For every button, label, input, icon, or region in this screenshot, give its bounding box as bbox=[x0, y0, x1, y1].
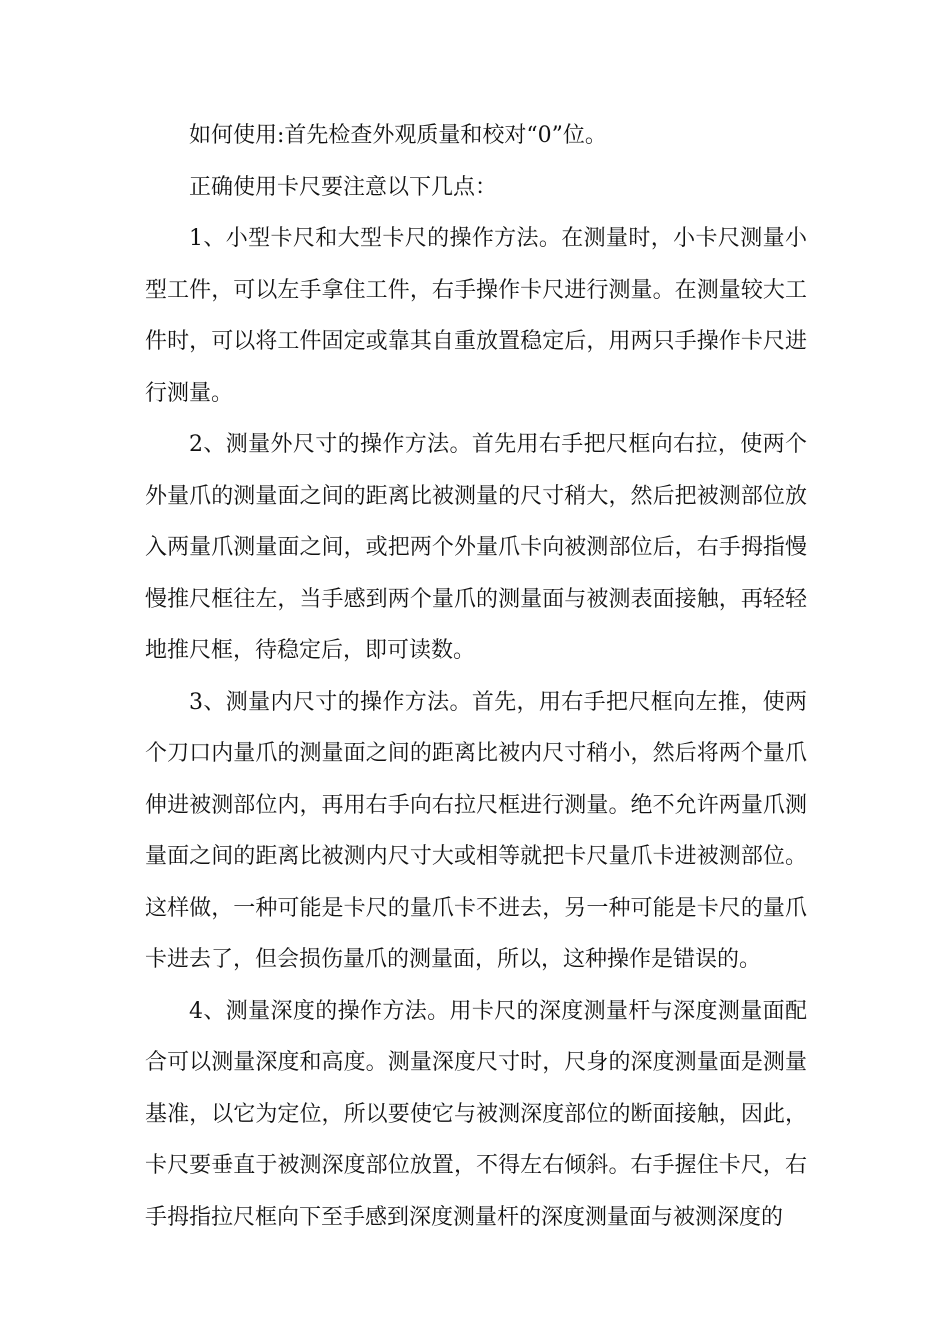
paragraph-item-3: 3、测量内尺寸的操作方法。首先，用右手把尺框向左推，使两个刀口内量爪的测量面之间的距离比被内尺寸稍小，然后将两个量爪伸进被测部位内，再用右手向右拉尺框进行测量。绝不允许两量爪测量面之间的距离比被测内尺寸大或相等就把卡尺量爪卡进被测部位。这样做，一种可能是卡尺的量爪卡不进去，另一种可能是卡尺的量爪卡进去了，但会损伤量爪的测量面，所以，这种操作是错误的。 bbox=[145, 689, 807, 972]
paragraph-usage-intro: 如何使用:首先检查外观质量和校对“0”位。 bbox=[189, 123, 607, 148]
document-body bbox=[145, 110, 807, 1243]
paragraph-item-2: 2、测量外尺寸的操作方法。首先用右手把尺框向右拉，使两个外量爪的测量面之间的距离比被测量的尺寸稍大，然后把被测部位放入两量爪测量面之间，或把两个外量爪卡向被测部位后，右手拇指慢慢推尺框往左，当手感到两个量爪的测量面与被测表面接触，再轻轻地推尺框，待稳定后，即可读数。 bbox=[145, 432, 807, 663]
paragraph-item-4: 4、测量深度的操作方法。用卡尺的深度测量杆与深度测量面配合可以测量深度和高度。测量深度尺寸时，尺身的深度测量面是测量基准，以它为定位，所以要使它与被测深度部位的断面接触，因此，卡尺要垂直于被测深度部位放置，不得左右倾斜。右手握住卡尺，右手拇指拉尺框向下至手感到深度测量杆的深度测量面与被测深度的 bbox=[145, 998, 807, 1230]
paragraph-notes-heading: 正确使用卡尺要注意以下几点： bbox=[189, 174, 498, 200]
paragraph-item-1: 1、小型卡尺和大型卡尺的操作方法。在测量时，小卡尺测量小型工件，可以左手拿住工件，右手操作卡尺进行测量。在测量较大工件时，可以将工件固定或靠其自重放置稳定后，用两只手操作卡尺进行测量。 bbox=[145, 226, 807, 406]
